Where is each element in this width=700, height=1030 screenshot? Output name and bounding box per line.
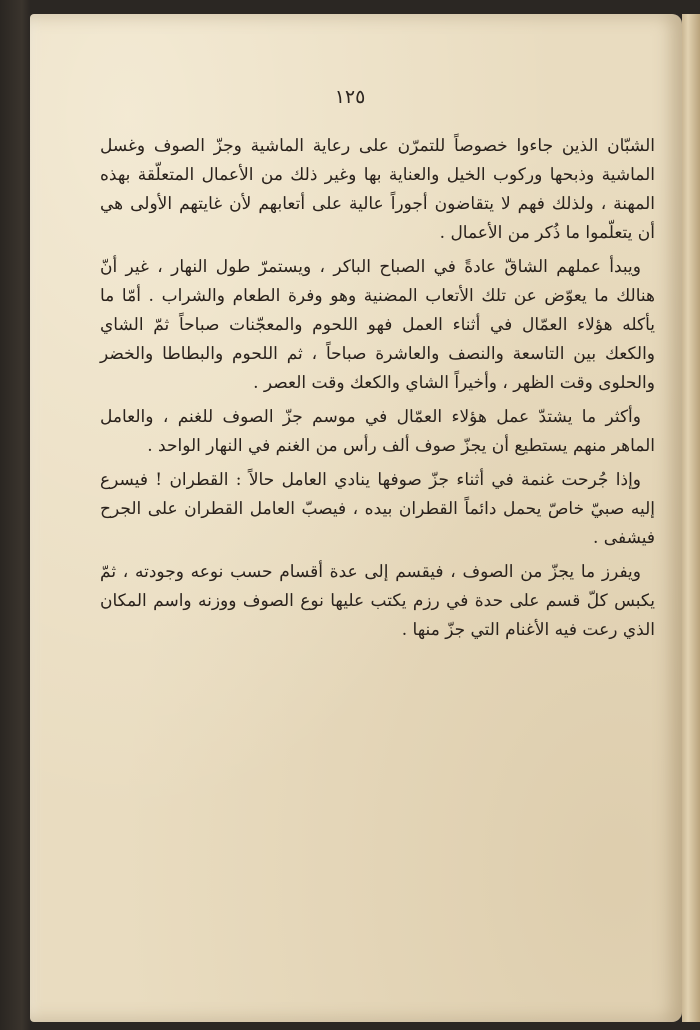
page-number: ١٢٥ xyxy=(334,86,366,108)
next-page-edge xyxy=(682,14,700,1022)
paragraph-5: ويفرز ما يجزّ من الصوف ، فيقسم إلى عدة أقسام حسب نوعه وجودته ، ثمّ يكبس كلّ قسم على حدة في رزم يكتب عليها نوع الصوف ووزنه واسم المكان الذي رعت فيه الأغنام التي جزّ منها . xyxy=(100,562,655,640)
paragraph-1: الشبّان الذين جاءوا خصوصاً للتمرّن على رعاية الماشية وجزّ الصوف وغسل الماشية وذبحها وركوب الخيل والعناية بها وغير ذلك من الأعمال المتعلّقة بهذه المهنة ، ولذلك فهم لا يتقاضون أجوراً عالية على أتعابهم لأن غايتهم الأولى هي أن يتعلّموا ما ذُكر من الأعمال . xyxy=(100,136,655,243)
paragraph-3: وأكثر ما يشتدّ عمل هؤلاء العمّال في موسم جزّ الصوف للغنم ، والعامل الماهر منهم يستطيع أن يجزّ صوف ألف رأس من الغنم في النهار الواحد . xyxy=(100,407,655,456)
paragraph-2: ويبدأ عملهم الشاقّ عادةً في الصباح الباكر ، ويستمرّ طول النهار ، غير أنّ هنالك ما يعوّض عن تلك الأتعاب المضنية وهو وفرة الطعام والشراب . أمّا ما يأكله هؤلاء العمّال في أثناء العمل فهو اللحوم والمعجّنات صباحاً ثمّ الشاي والكعك بين التاسعة والنصف والعاشرة صباحاً ، ثم اللحوم والبطاطا والخضر والحلوى وقت الظهر ، وأخيراً الشاي والكعك وقت العصر . xyxy=(100,257,655,393)
body-text xyxy=(100,132,655,650)
paragraph-4: وإذا جُرحت غنمة في أثناء جزّ صوفها ينادي العامل حالاً : القطران ! فيسرع إليه صبيّ خاصّ يحمل دائماً القطران بيده ، فيصبّ العامل القطران على الجرح فيشفى . xyxy=(100,470,655,548)
